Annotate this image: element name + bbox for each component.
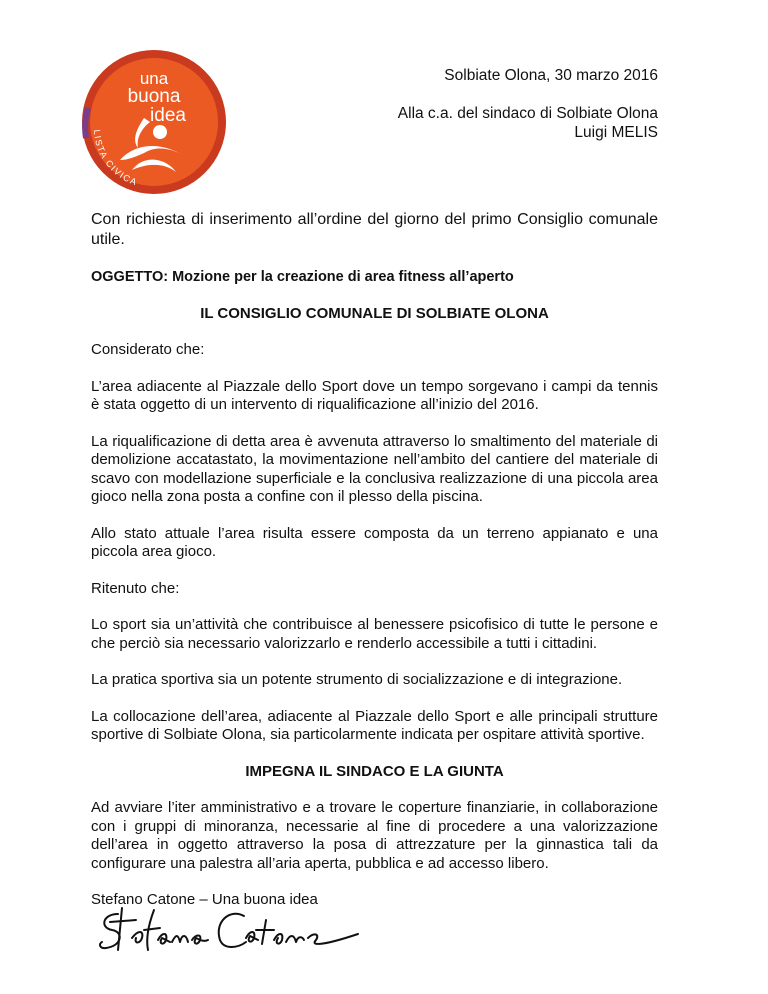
date-line: Solbiate Olona, 30 marzo 2016 <box>444 67 658 84</box>
ritenuto-label: Ritenuto che: <box>91 579 180 597</box>
paragraph-6: La collocazione dell’area, adiacente al Piazzale dello Sport e alle principali strutture sportive di Solbiate Olona, sia particolarmente indicata per ospitare attività sportive. <box>91 707 658 743</box>
council-heading: IL CONSIGLIO COMUNALE DI SOLBIATE OLONA <box>200 304 549 322</box>
subject-line: OGGETTO: Mozione per la creazione di area fitness all’aperto <box>91 269 514 285</box>
paragraph-7: Ad avviare l’iter amministrativo e a trovare le coperture finanziarie, in collaborazione con i gruppi di minoranza, necessarie al fine di procedere a una valorizzazione dell’area in oggetto attraverso la posa di attrezzature per la ginnastica tali da configurare una palestra all’aria aperta, pubblica e ad accesso libero. <box>91 799 658 872</box>
una-buona-idea-logo <box>80 48 228 196</box>
addressee-name: Luigi MELIS <box>574 124 658 141</box>
handwritten-signature <box>96 900 366 960</box>
paragraph-2: La riqualificazione di detta area è avvenuta attraverso lo smaltimento del materiale di demolizione accatastato, la movimentazione nell’ambito del cantiere del materiale di scavo con modellazione superficiale e la conclusiva realizzazione di una piccola area gioco nella zona posta a confine con il plesso della piscina. <box>91 432 658 505</box>
intro-paragraph: Con richiesta di inserimento all’ordine del giorno del primo Consiglio comunale utile. <box>91 211 658 248</box>
logo-word-una: una <box>139 69 169 88</box>
paragraph-4: Lo sport sia un’attività che contribuisce al benessere psicofisico di tutte le persone e che perciò sia necessario valorizzarlo e renderlo accessibile a tutti i cittadini. <box>91 616 658 652</box>
considerato-label: Considerato che: <box>91 341 205 358</box>
paragraph-5: La pratica sportiva sia un potente strumento di socializzazione e di integrazione. <box>91 671 623 688</box>
letter-body <box>91 210 658 928</box>
addressee-line: Alla c.a. del sindaco di Solbiate Olona <box>397 105 658 122</box>
signatory-line: Stefano Catone – Una buona idea <box>91 891 318 908</box>
logo-ring-text: LISTA CIVICA <box>91 129 140 188</box>
paragraph-1: L’area adiacente al Piazzale dello Sport dove un tempo sorgevano i campi da tennis è stata oggetto di un intervento di riqualificazione all’inizio del 2016. <box>91 377 658 413</box>
logo-word-idea: idea <box>150 105 186 126</box>
letter-header <box>398 66 658 142</box>
impegna-heading: IMPEGNA IL SINDACO E LA GIUNTA <box>245 762 504 780</box>
logo-word-buona: buona <box>127 86 181 107</box>
paragraph-3: Allo stato attuale l’area risulta essere composta da un terreno appianato e una piccola area gioco. <box>91 524 658 560</box>
